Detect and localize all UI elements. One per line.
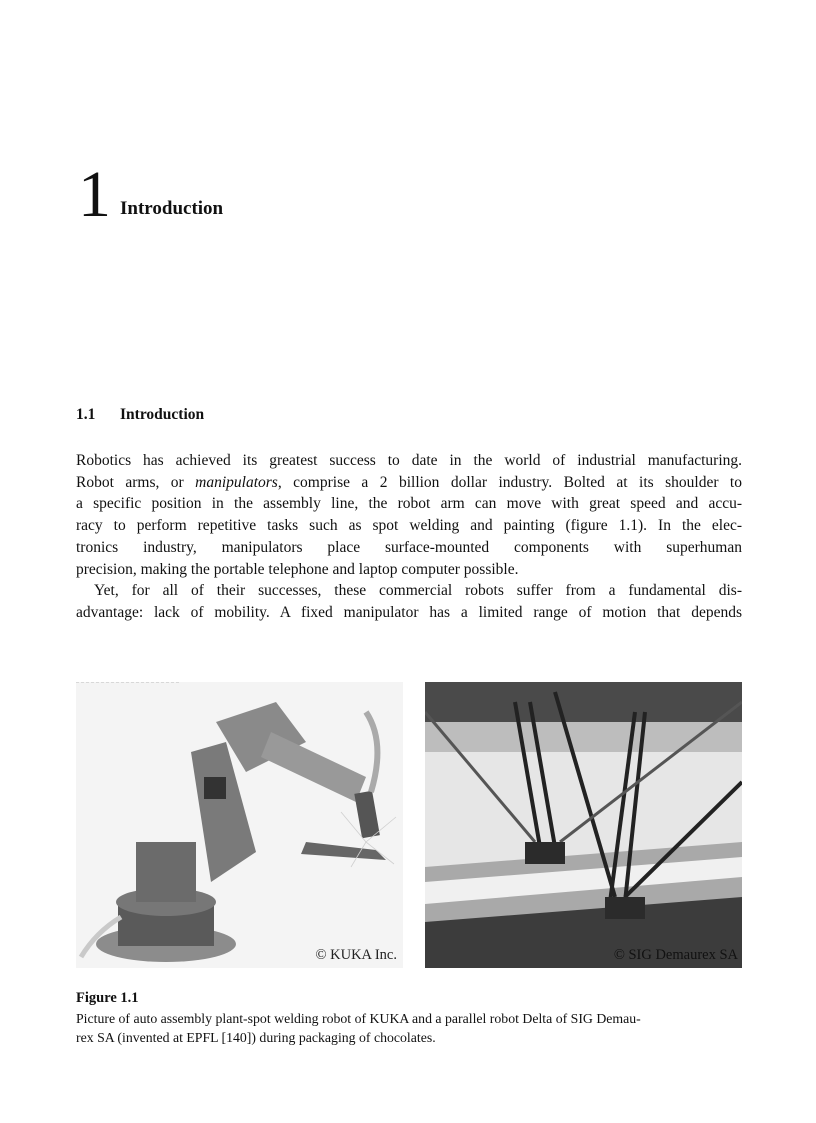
section-number: 1.1: [76, 406, 96, 423]
figure-credit-sig: © SIG Demaurex SA: [613, 947, 738, 963]
paragraph-line: advantage: lack of mobility. A fixed manipulator has a limited range of motion that depends: [76, 603, 742, 621]
paragraph-line: precision, making the portable telephone and laptop computer possible.: [76, 560, 519, 578]
chapter-title: Introduction: [120, 198, 224, 219]
figure-label: Figure 1.1: [76, 990, 139, 1006]
paragraph-line: Robotics has achieved its greatest success to date in the world of industrial manufacturing.: [76, 452, 742, 469]
paragraph-line: tronics industry, manipulators place surface-mounted components with superhuman: [76, 538, 742, 556]
section-title: Introduction: [120, 406, 205, 423]
chapter-number: 1: [78, 158, 111, 231]
caption-line: Picture of auto assembly plant-spot welding robot of KUKA and a parallel robot Delta of SIG Demau-: [76, 1011, 641, 1026]
caption-line: rex SA (invented at EPFL [140]) during packaging of chocolates.: [76, 1029, 436, 1045]
paragraph-line: racy to perform repetitive tasks such as spot welding and painting (figure 1.1). In the elec-: [76, 517, 742, 535]
figure-delta-robot: [425, 682, 742, 968]
body-text: [76, 450, 742, 624]
kuka-robot-image: [76, 682, 403, 968]
figure-caption: [76, 1010, 742, 1047]
figure-credit-kuka: © KUKA Inc.: [315, 947, 397, 963]
figure-kuka-robot: [76, 682, 403, 968]
delta-robot-image: [425, 682, 742, 968]
paragraph-line: Robot arms, or manipulators, comprise a 2 billion dollar industry. Bolted at its shoulder to: [76, 473, 742, 491]
emphasis-manipulators: manipulators: [195, 473, 278, 491]
section-heading: [76, 406, 204, 424]
paragraph-line: Yet, for all of their successes, these commercial robots suffer from a fundamental dis-: [94, 582, 742, 600]
chapter-heading: [74, 160, 374, 230]
paragraph-line: a specific position in the assembly line, the robot arm can move with great speed and accu-: [76, 495, 742, 513]
